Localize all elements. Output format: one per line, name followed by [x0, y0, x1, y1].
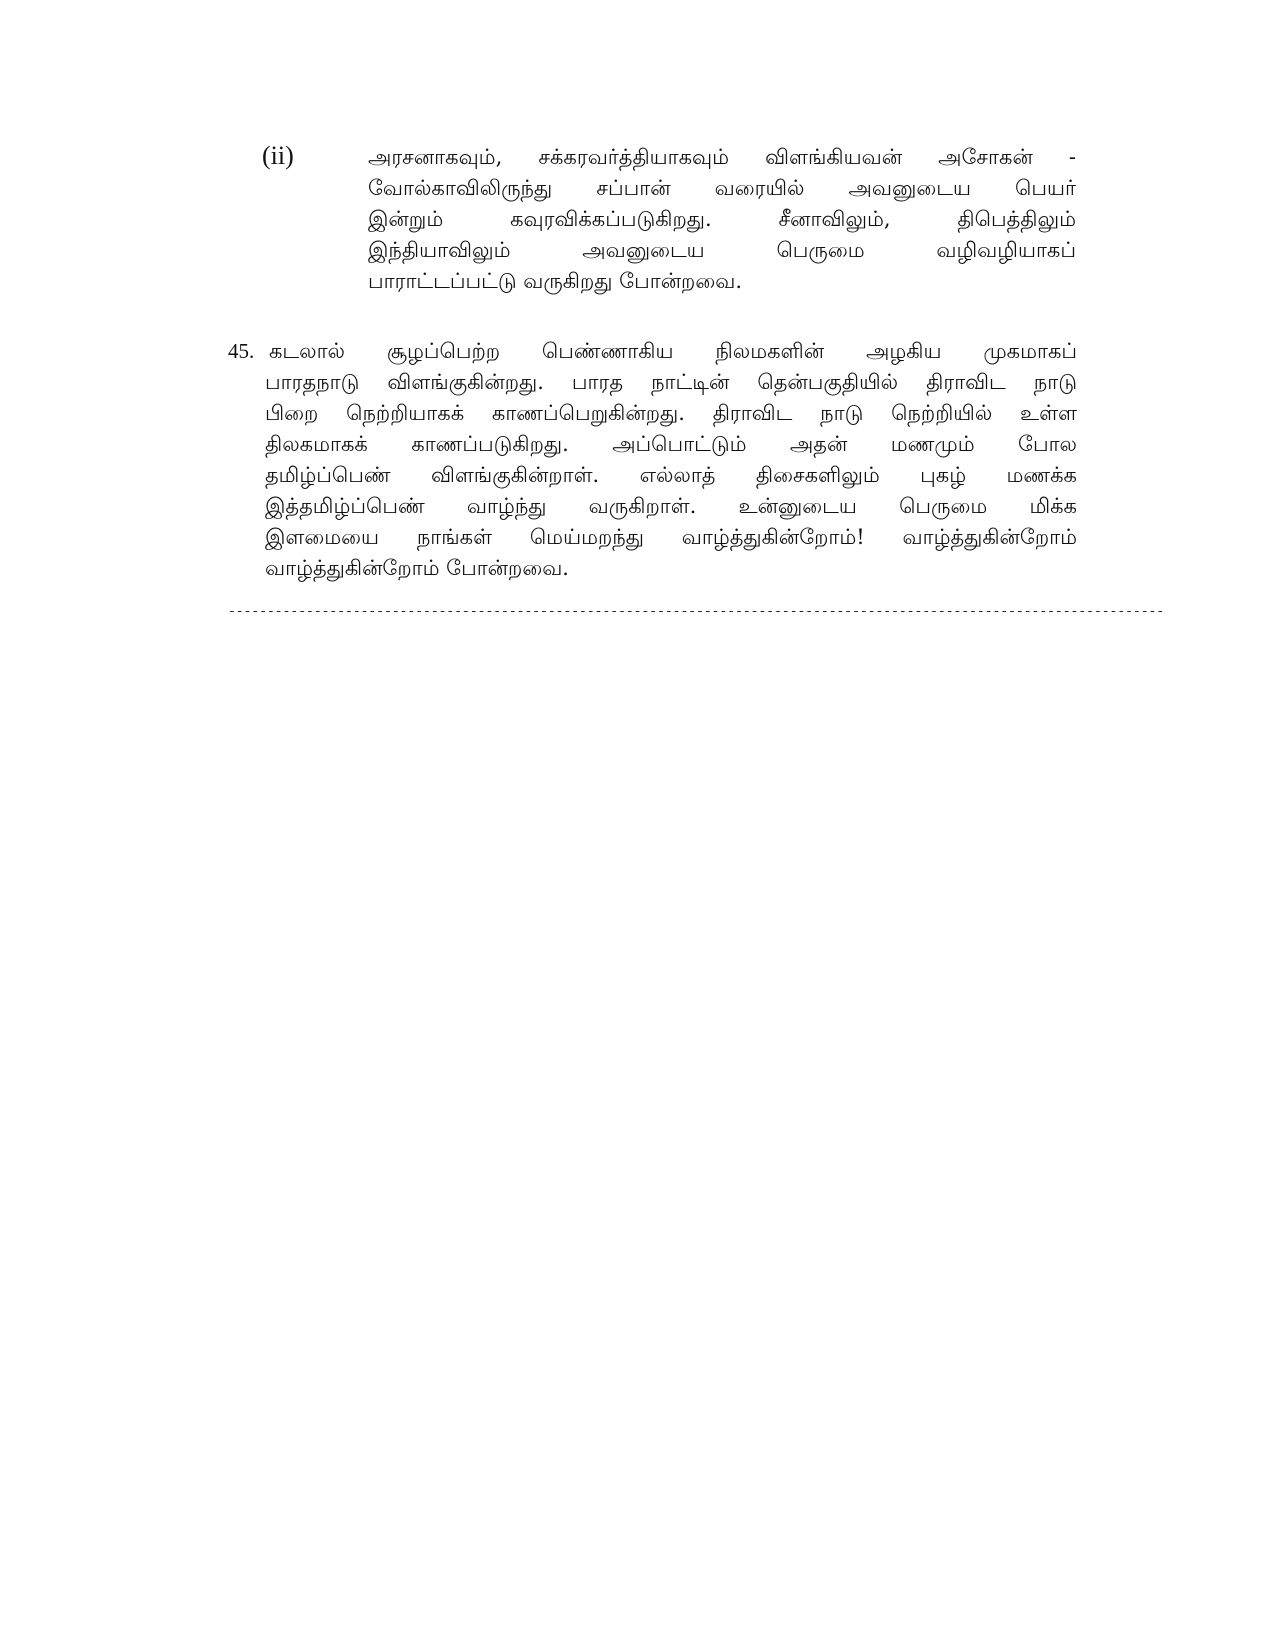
- text-line: இத்தமிழ்ப்பெண் வாழ்ந்து வருகிறாள். உன்னுடைய பெருமை மிக்க: [265, 494, 1077, 518]
- text-line: கடலால் சூழப்பெற்ற பெண்ணாகிய நிலமகளின் அழகிய முகமாகப்: [269, 339, 1077, 363]
- text-line: பிறை நெற்றியாகக் காணப்பெறுகின்றது. திராவிட நாடு நெற்றியில் உள்ள: [265, 401, 1077, 425]
- text-line: பாராட்டப்பட்டு வருகிறது போன்றவை.: [368, 269, 742, 293]
- text-line: இளமையை நாங்கள் மெய்மறந்து வாழ்த்துகின்றோம்! வாழ்த்துகின்றோம்: [265, 525, 1077, 549]
- text-line: இன்றும் கவுரவிக்கப்படுகிறது. சீனாவிலும், திபெத்திலும்: [368, 207, 1076, 231]
- text-line: வோல்காவிலிருந்து சப்பான் வரையில் அவனுடைய பெயர்: [368, 176, 1076, 200]
- text-line: இந்தியாவிலும் அவனுடைய பெருமை வழிவழியாகப்: [368, 238, 1076, 262]
- question-number: 45.: [228, 339, 255, 363]
- text-line: அரசனாகவும், சக்கரவர்த்தியாகவும் விளங்கியவன் அசோகன் -: [368, 145, 1076, 169]
- item-body: [368, 142, 1076, 297]
- item-marker: (ii): [262, 141, 294, 170]
- text-line: பாரதநாடு விளங்குகின்றது. பாரத நாட்டின் தென்பகுதியில் திராவிட நாடு: [265, 370, 1077, 394]
- item-body: [265, 367, 1077, 584]
- item-first-line: [269, 336, 1077, 367]
- text-line: தமிழ்ப்பெண் விளங்குகின்றாள். எல்லாத் திசைகளிலும் புகழ் மணக்க: [265, 463, 1077, 487]
- text-line: வாழ்த்துகின்றோம் போன்றவை.: [265, 556, 569, 580]
- dashed-separator: ------------------------------------------------------------------------------------------------------------------------: [228, 604, 1165, 619]
- text-line: திலகமாகக் காணப்படுகிறது. அப்பொட்டும் அதன் மணமும் போல: [265, 432, 1077, 456]
